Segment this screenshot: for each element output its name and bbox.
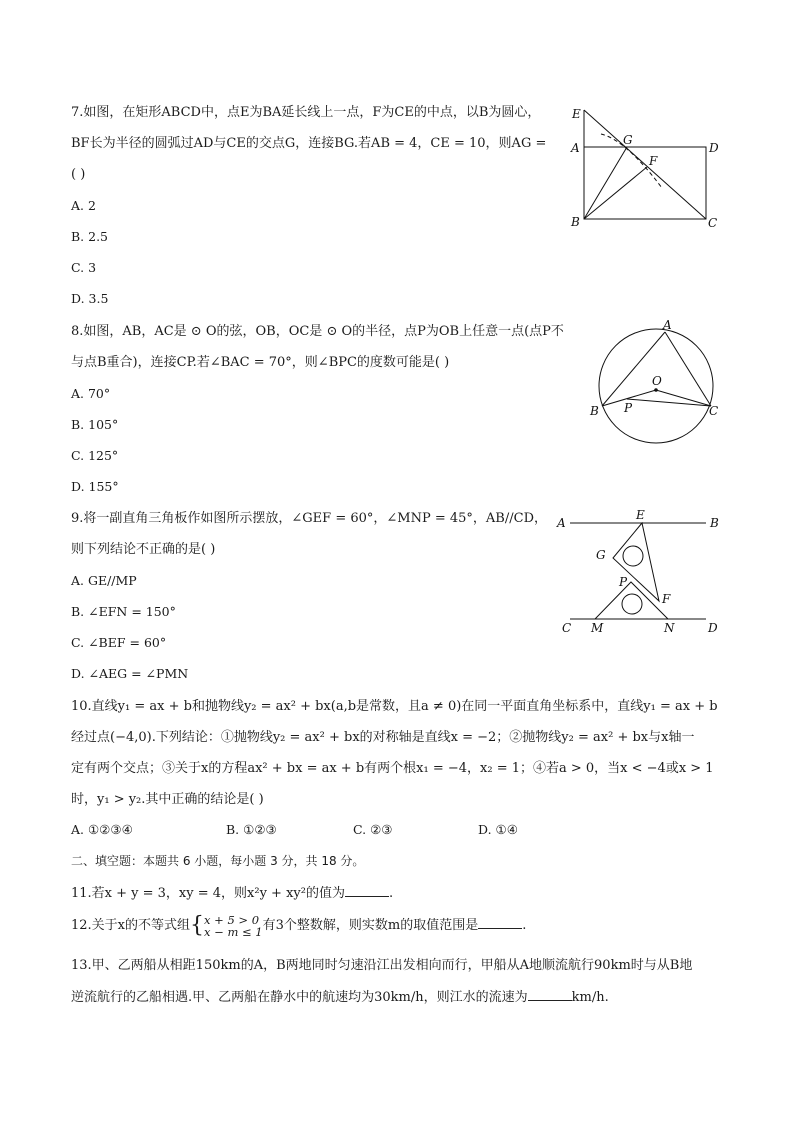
q7-option-a: A. 2: [71, 198, 96, 213]
q13-line2: [71, 988, 609, 1007]
q12-answer-blank[interactable]: [478, 916, 522, 929]
q10-line3: 定有两个交点；③关于x的方程ax² + bx = ax + b有两个根x₁ = −4，x₂ = 1；④若a > 0，当x < −4或x > 1: [71, 761, 714, 776]
q13-line2-post: km/h.: [571, 990, 609, 1005]
q8-label-a: A: [663, 318, 672, 332]
q12-prefix: 12.关于x的不等式组: [71, 918, 191, 933]
q8-label-p: P: [624, 401, 633, 415]
q12-ineq1: x + 5 > 0: [204, 912, 260, 927]
q11-text: 11.若x + y = 3，xy = 4，则x²y + xy²的值为: [71, 886, 345, 901]
q10-line1: 10.直线y₁ = ax + b和抛物线y₂ = ax² + bx(a,b是常数，且a ≠ 0)在同一平面直角坐标系中，直线y₁ = ax + b: [71, 699, 718, 714]
q9-line2: 则下列结论不正确的是( ): [71, 542, 216, 557]
q12-end: .: [522, 918, 527, 933]
q8-figure: [585, 318, 730, 453]
q8-label-b: B: [590, 404, 599, 418]
q7-option-b: B. 2.5: [71, 229, 109, 244]
q13-line2-pre: 逆流航行的乙船相遇.甲、乙两船在静水中的航速均为30km/h，则江水的流速为: [71, 990, 528, 1005]
q7-label-g: G: [623, 133, 633, 147]
q9-label-e: E: [636, 508, 645, 522]
section2-heading: 二、填空题：本题共 6 小题，每小题 3 分，共 18 分。: [71, 854, 365, 868]
q12-line: [71, 913, 526, 939]
q10-line2: 经过点(−4,0).下列结论：①抛物线y₂ = ax² + bx的对称轴是直线x = −2；②抛物线y₂ = ax² + bx与x轴一: [71, 730, 695, 745]
q9-line1: 9.将一副直角三角板作如图所示摆放，∠GEF = 60°，∠MNP = 45°，AB//CD，: [71, 511, 547, 526]
q13-answer-blank[interactable]: [528, 988, 572, 1001]
q10-option-b: B. ①②③: [226, 822, 277, 837]
q11-answer-blank[interactable]: [345, 884, 389, 897]
q10-option-a: A. ①②③④: [71, 822, 133, 837]
q9-option-b: B. ∠EFN = 150°: [71, 604, 176, 619]
q9-label-f: F: [662, 592, 671, 606]
q8-option-b: B. 105°: [71, 417, 119, 432]
q8-label-c: C: [709, 404, 719, 418]
q9-option-a: A. GE//MP: [71, 573, 137, 588]
q11-end: .: [388, 886, 394, 901]
q9-label-b: B: [710, 516, 719, 530]
q8-line2: 与点B重合)，连接CP.若∠BAC = 70°，则∠BPC的度数可能是( ): [71, 355, 450, 370]
q7-label-d: D: [709, 141, 719, 155]
q12-system: [204, 914, 263, 938]
q7-line3: ( ): [71, 167, 86, 182]
q7-figure: [566, 100, 726, 235]
q12-brace: {: [190, 912, 205, 938]
q9-label-p: P: [619, 575, 628, 589]
q7-label-a: A: [571, 141, 580, 155]
q9-option-d: D. ∠AEG = ∠PMN: [71, 666, 189, 681]
q10-option-d: D. ①④: [478, 822, 518, 837]
q8-option-a: A. 70°: [71, 386, 111, 401]
q7-option-d: D. 3.5: [71, 291, 109, 306]
q9-figure: [556, 506, 726, 636]
q10-line4: 时，y₁ > y₂.其中正确的结论是( ): [71, 792, 264, 807]
q7-line1: 7.如图，在矩形ABCD中，点E为BA延长线上一点，F为CE的中点，以B为圆心，: [71, 105, 541, 120]
q7-line2: BF长为半径的圆弧过AD与CE的交点G，连接BG.若AB = 4，CE = 10，则AG =: [71, 136, 547, 151]
q7-label-c: C: [708, 216, 718, 230]
q8-option-d: D. 155°: [71, 479, 119, 494]
q8-label-o: O: [652, 374, 662, 388]
q10-option-c: C. ②③: [353, 822, 393, 837]
q9-label-c: C: [562, 621, 572, 635]
q9-label-a: A: [557, 516, 566, 530]
q7-option-c: C. 3: [71, 260, 97, 275]
q7-label-e: E: [572, 107, 581, 121]
q9-option-c: C. ∠BEF = 60°: [71, 635, 167, 650]
q7-label-f: F: [649, 154, 658, 168]
q12-ineq2: x − m ≤ 1: [204, 924, 263, 939]
q12-suffix: 有3个整数解，则实数m的取值范围是: [262, 918, 479, 933]
q9-label-n: N: [664, 621, 675, 635]
q8-line1: 8.如图，AB，AC是 ⊙ O的弦，OB，OC是 ⊙ O的半径，点P为OB上任意一点(点P不: [71, 324, 564, 339]
q9-label-d: D: [708, 621, 718, 635]
q7-label-b: B: [571, 215, 580, 229]
q9-label-m: M: [591, 621, 604, 635]
q13-line1: 13.甲、乙两船从相距150km的A，B两地同时匀速沿江出发相向而行，甲船从A地顺流航行90km时与从B地: [71, 958, 693, 973]
q11-line: [71, 884, 393, 903]
q9-label-g: G: [596, 548, 606, 562]
q8-option-c: C. 125°: [71, 448, 119, 463]
